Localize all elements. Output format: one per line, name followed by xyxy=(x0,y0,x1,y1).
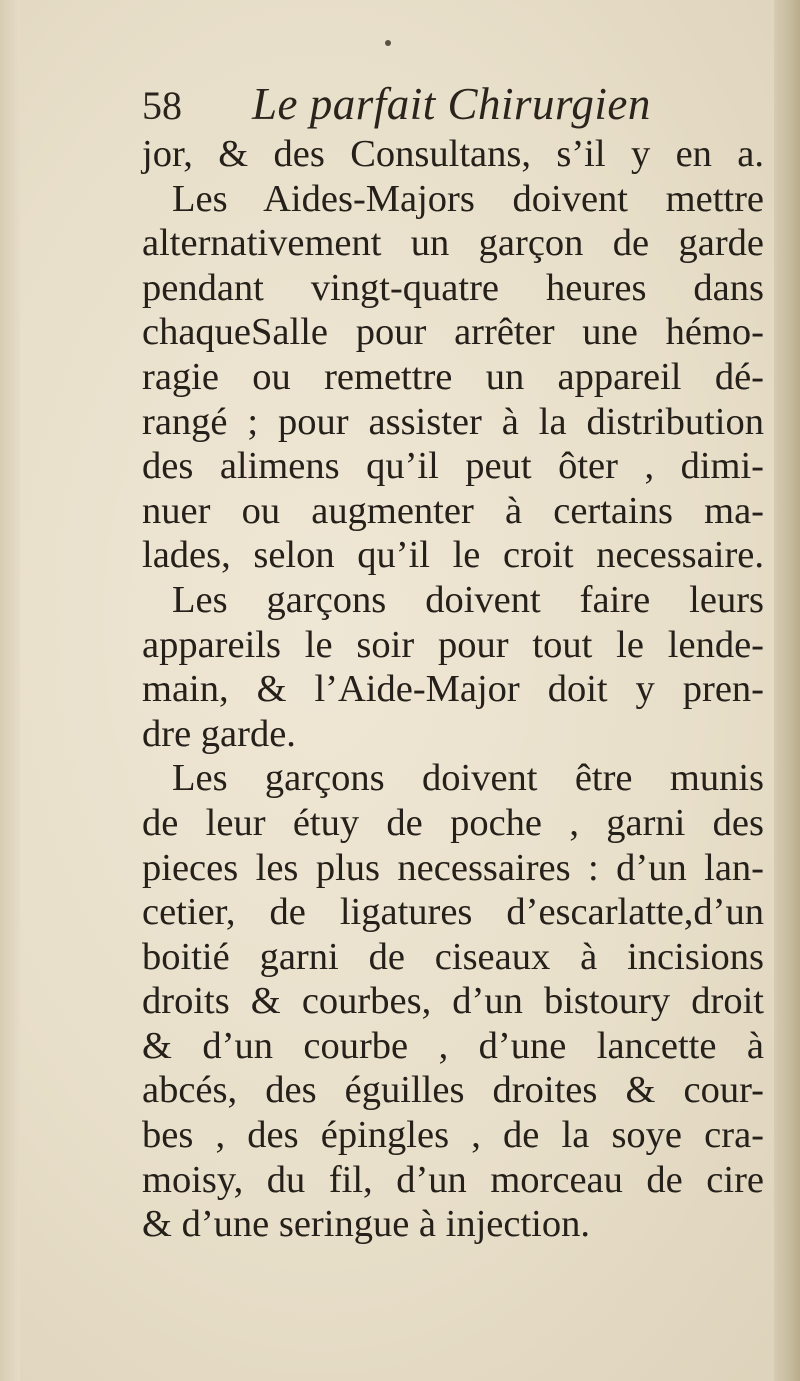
text-line: ragie ou remettre un appareil dé- xyxy=(142,355,764,398)
page-number: 58 xyxy=(142,83,182,128)
text-line: nuer ou augmenter à certains ma- xyxy=(142,489,764,532)
text-line: main, & l’Aide-Major doit y pren- xyxy=(142,668,764,711)
text-line: bes , des épingles , de la soye cra- xyxy=(142,1114,764,1157)
text-line: jor, & des Consultans, s’il y en a. xyxy=(142,133,764,175)
text-line: dre garde. xyxy=(142,712,296,755)
ink-speck xyxy=(385,40,391,46)
text-line: pieces les plus necessaires : d’un lan- xyxy=(142,846,764,889)
text-line: de leur étuy de poche , garni des xyxy=(142,801,764,844)
text-line: boitié garni de ciseaux à incisions xyxy=(142,935,764,978)
text-line: Les garçons doivent faire leurs xyxy=(172,578,764,621)
text-line: appareils le soir pour tout le lende- xyxy=(142,623,764,666)
text-line: & d’un courbe , d’une lancette à xyxy=(142,1024,764,1067)
text-line: cetier, de ligatures d’escarlatte,d’un xyxy=(142,891,764,934)
text-line: moisy, du fil, d’un morceau de cire xyxy=(142,1158,764,1201)
text-line: droits & courbes, d’un bistoury droit xyxy=(142,980,764,1023)
text-line: Les garçons doivent être munis xyxy=(172,757,764,800)
running-head xyxy=(142,78,702,134)
text-line: des alimens qu’il peut ôter , dimi- xyxy=(142,445,764,488)
running-title: Le parfait Chirurgien xyxy=(252,79,651,129)
text-line: rangé ; pour assister à la distribution xyxy=(142,400,764,443)
text-line: alternativement un garçon de garde xyxy=(142,222,764,265)
text-line: Les Aides-Majors doivent mettre xyxy=(172,177,764,220)
text-line: chaqueSalle pour arrêter une hémo- xyxy=(142,311,764,354)
text-line: abcés, des éguilles droites & cour- xyxy=(142,1069,764,1112)
body-text xyxy=(142,132,782,1247)
text-line: & d’une seringue à injection. xyxy=(142,1203,590,1246)
page-left-edge xyxy=(0,0,20,1381)
text-line: lades, selon qu’il le croit necessaire. xyxy=(142,534,764,577)
text-line: pendant vingt-quatre heures dans xyxy=(142,266,764,309)
